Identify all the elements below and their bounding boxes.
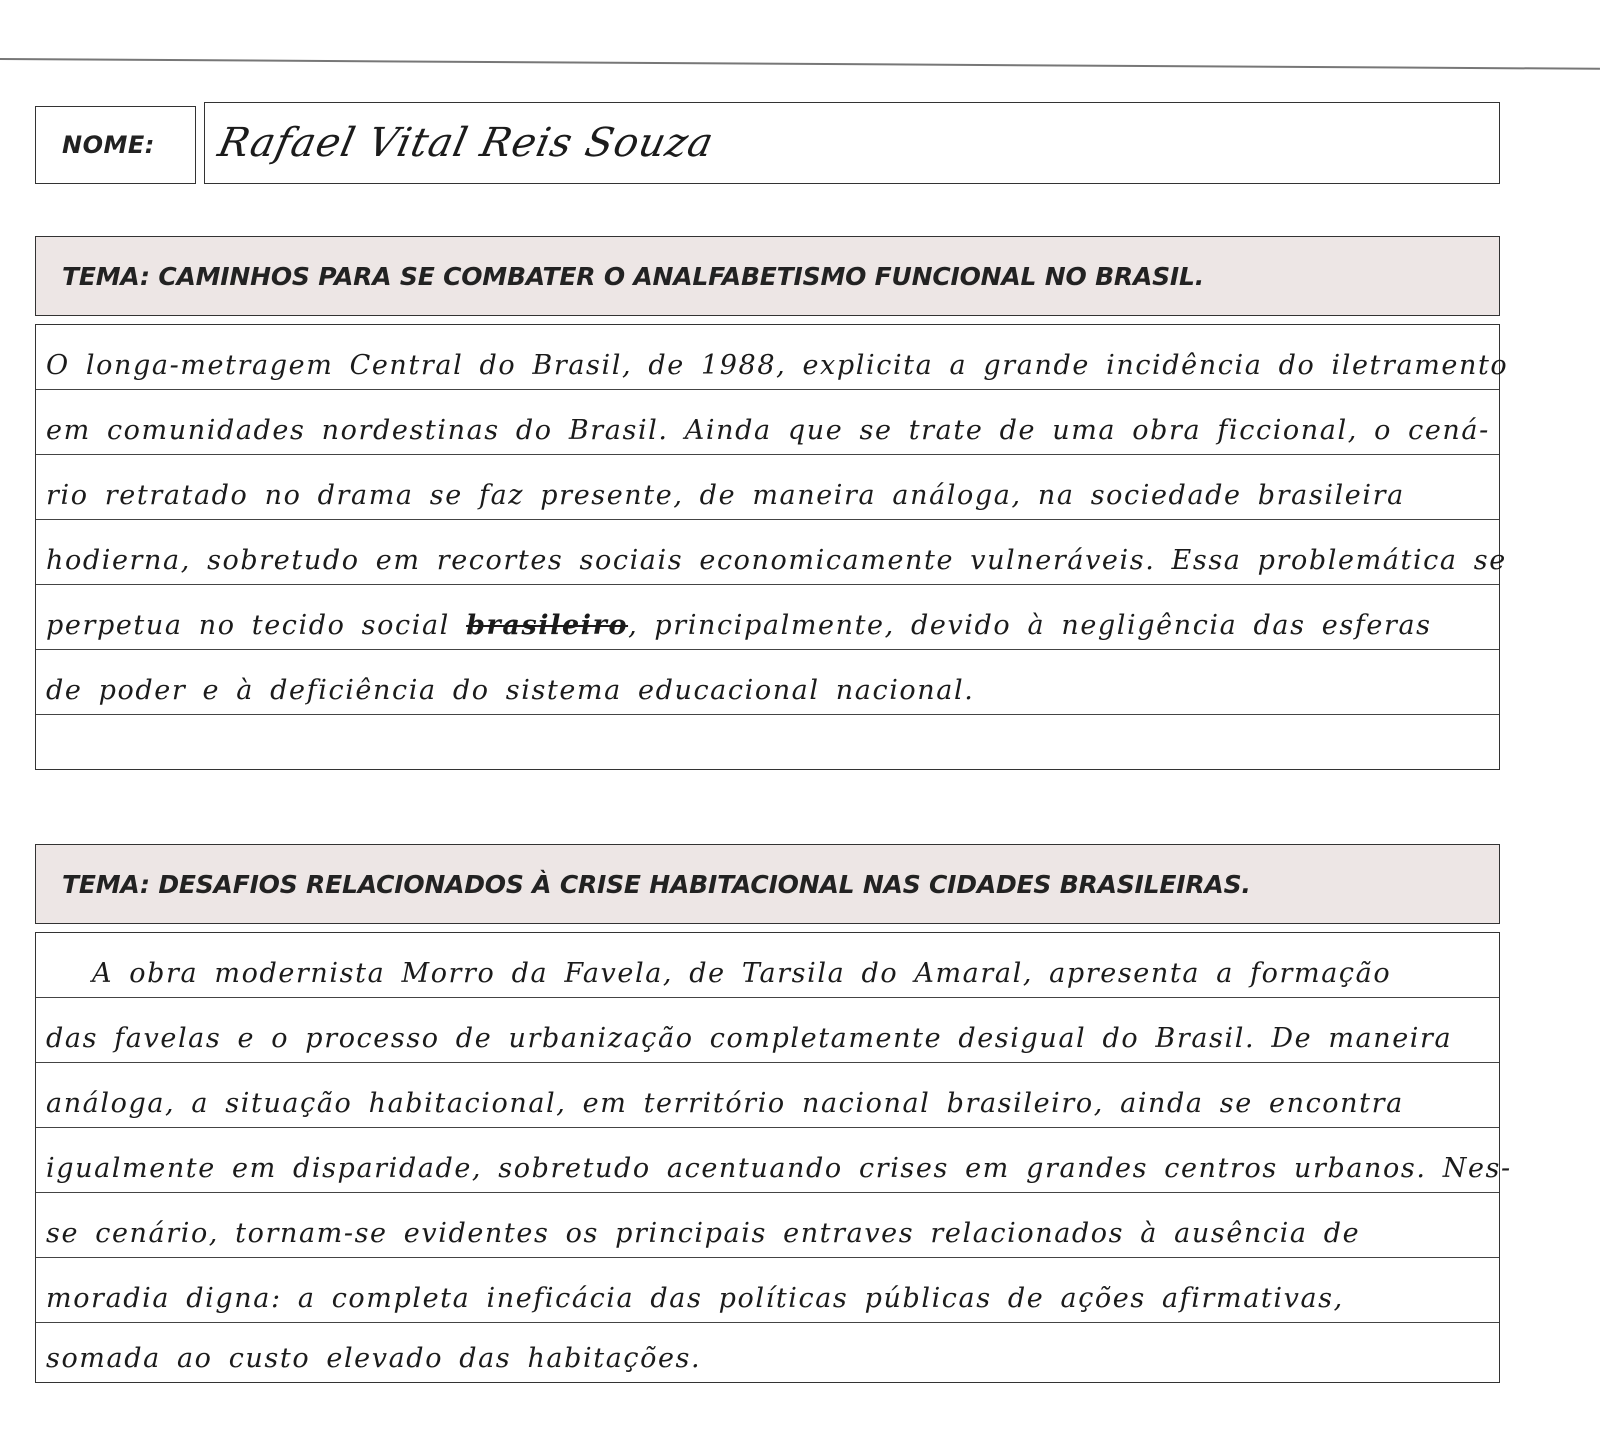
handwritten-line: moradia digna: a completa ineficácia das políticas públicas de ações afirmativas, [46,1283,1344,1314]
handwritten-line [46,610,1432,641]
handwritten-line: de poder e à deficiência do sistema educacional nacional. [46,675,975,706]
theme-1-header [35,236,1500,316]
answer-line [36,1063,1499,1128]
handwritten-line: O longa-metragem Central do Brasil, de 1988, explicita a grande incidência do iletramento [46,350,1509,381]
answer-line [36,650,1499,715]
answer-line [36,585,1499,650]
handwritten-fragment: perpetua no tecido social [46,610,450,641]
handwritten-line: em comunidades nordestinas do Brasil. Ainda que se trate de uma obra ficcional, o cená- [46,415,1490,446]
top-divider-line [0,58,1600,70]
answer-line [36,1128,1512,1193]
theme-2-header [35,844,1500,924]
name-field[interactable] [204,102,1500,184]
answer-line [36,1258,1499,1323]
theme-2-answer-area[interactable] [35,932,1512,1383]
answer-line [36,390,1499,455]
handwritten-line: igualmente em disparidade, sobretudo acentuando crises em grandes centros urbanos. Nes- [46,1153,1512,1184]
handwritten-line: A obra modernista Morro da Favela, de Tarsila do Amaral, apresenta a formação [92,958,1392,989]
answer-line [36,455,1499,520]
struck-word: brasileiro [466,610,629,641]
theme-2-title: TEMA: DESAFIOS RELACIONADOS À CRISE HABITACIONAL NAS CIDADES BRASILEIRAS. [62,869,1251,899]
answer-line [36,933,1499,998]
handwritten-line: hodierna, sobretudo em recortes sociais economicamente vulneráveis. Essa problemática se [46,545,1507,576]
theme-1-answer-area[interactable] [35,324,1509,770]
answer-line [36,520,1507,585]
answer-line [36,998,1499,1063]
answer-line [36,325,1509,390]
handwritten-line: análoga, a situação habitacional, em território nacional brasileiro, ainda se encontra [46,1088,1404,1119]
student-name: Rafael Vital Reis Souza [214,120,719,166]
answer-line [36,715,1499,769]
handwritten-line: se cenário, tornam-se evidentes os principais entraves relacionados à ausência de [46,1218,1361,1249]
answer-line [36,1193,1499,1258]
name-label-text: NOME: [62,131,155,159]
answer-line [36,1323,1499,1382]
theme-1-title: TEMA: CAMINHOS PARA SE COMBATER O ANALFABETISMO FUNCIONAL NO BRASIL. [62,261,1205,291]
handwritten-line: das favelas e o processo de urbanização completamente desigual do Brasil. De maneira [46,1023,1453,1054]
name-label [35,106,196,184]
handwritten-line: rio retratado no drama se faz presente, de maneira análoga, na sociedade brasileira [46,480,1405,511]
handwritten-line: somada ao custo elevado das habitações. [46,1343,702,1374]
handwritten-fragment: , principalmente, devido à negligência das esferas [628,610,1432,641]
